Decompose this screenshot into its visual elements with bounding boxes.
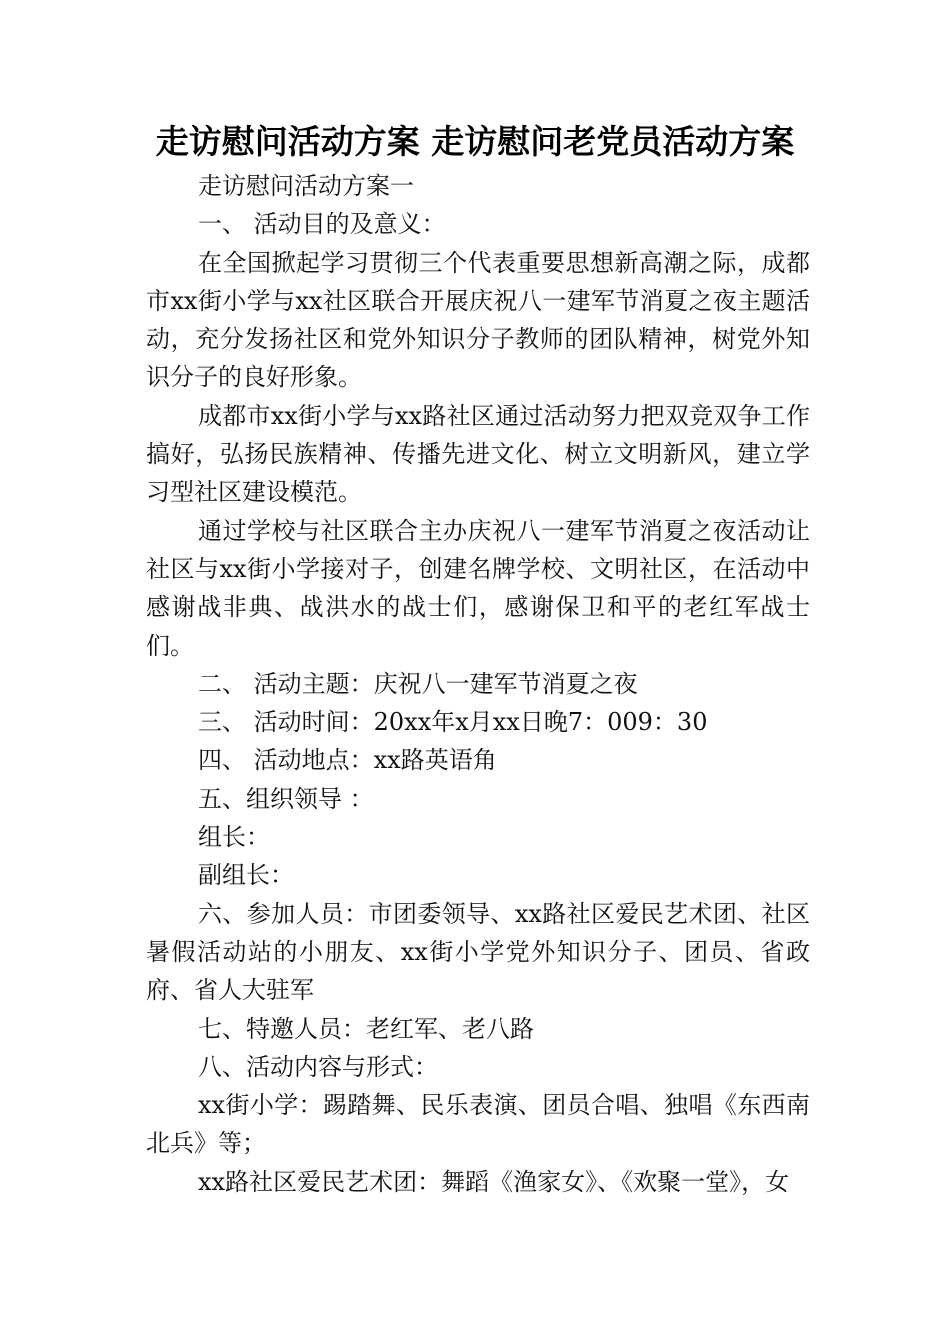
paragraph: 在全国掀起学习贯彻三个代表重要思想新高潮之际，成都市xx街小学与xx社区联合开展庆祝八一建军节消夏之夜主题活动，充分发扬社区和党外知识分子教师的团队精神，树党外知识分子的良好形象。 xyxy=(146,248,810,392)
paragraph-section-4: 四、 活动地点：xx路英语角 xyxy=(198,746,497,775)
paragraph-leader: 组长： xyxy=(198,823,270,852)
paragraph-section-6: 六、参加人员：市团委领导、xx路社区爱民艺术团、社区暑假活动站的小朋友、xx街小学党外知识分子、团员、省政府、省人大驻军 xyxy=(146,899,810,1005)
paragraph: 成都市xx街小学与xx路社区通过活动努力把双竞双争工作搞好，弘扬民族精神、传播先进文化、树立文明新风，建立学习型社区建设模范。 xyxy=(146,401,810,507)
paragraph-section-5: 五、组织领导 ： xyxy=(198,784,374,813)
paragraph-section-3: 三、 活动时间：20xx年x月xx日晚7：009：30 xyxy=(198,708,708,737)
document-body xyxy=(146,167,810,1201)
paragraph-section-1-heading: 一、 活动目的及意义： xyxy=(198,210,446,239)
paragraph-section-8: 八、活动内容与形式： xyxy=(198,1052,438,1081)
paragraph: 通过学校与社区联合主办庆祝八一建军节消夏之夜活动让社区与xx街小学接对子，创建名牌学校、文明社区，在活动中感谢战非典、战洪水的战士们，感谢保卫和平的老红军战士们。 xyxy=(146,516,810,660)
paragraph-section-2: 二、 活动主题：庆祝八一建军节消夏之夜 xyxy=(198,669,638,698)
paragraph-section-7: 七、特邀人员：老红军、老八路 xyxy=(198,1014,534,1043)
paragraph-subtitle: 走访慰问活动方案一 xyxy=(198,172,414,200)
paragraph-deputy-leader: 副组长： xyxy=(198,861,294,890)
paragraph: xx路社区爱民艺术团：舞蹈《渔家女》、《欢聚一堂》，女 xyxy=(198,1167,790,1196)
paragraph: xx街小学：踢踏舞、民乐表演、团员合唱、独唱《东西南北兵》等； xyxy=(146,1091,810,1158)
document-title: 走访慰问活动方案 走访慰问老党员活动方案 xyxy=(155,122,795,161)
